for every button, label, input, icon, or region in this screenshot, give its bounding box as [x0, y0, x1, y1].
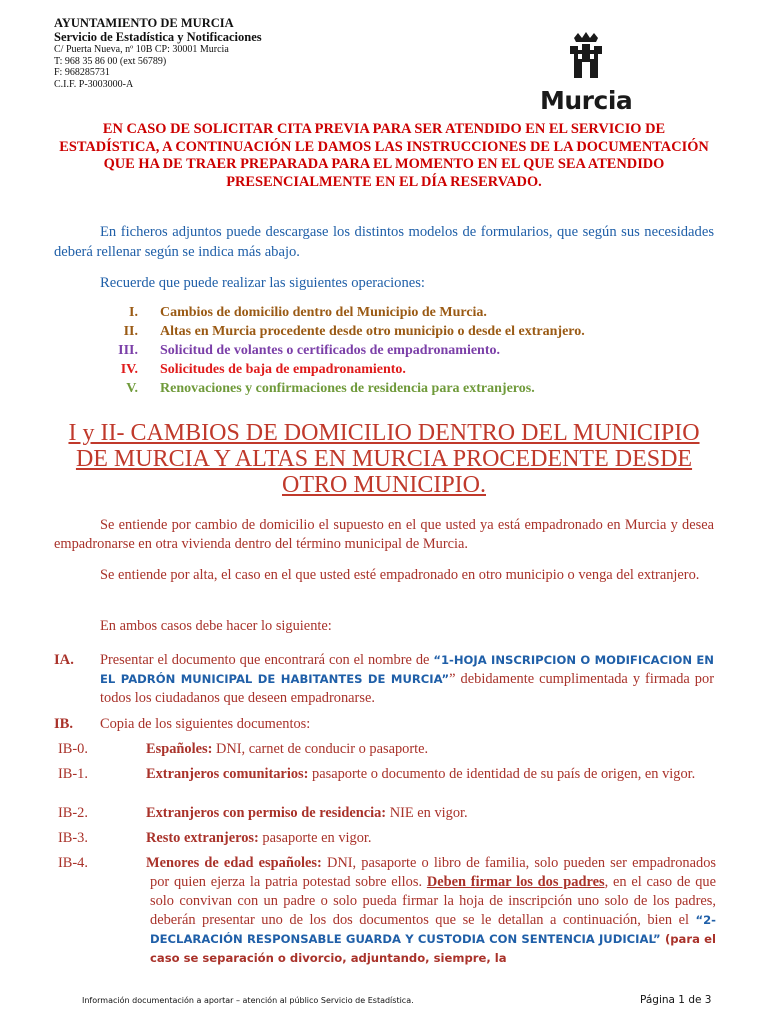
ib-0-item	[58, 740, 716, 759]
ib-text: DNI, pasaporte o libro de familia, solo pueden ser empadronados por quien ejerza la patria potestad sobre ellos.	[150, 855, 716, 890]
paragraph-change-of-address: Se entiende por cambio de domicilio el supuesto en el que usted ya está empadronado en Murcia y desea empadronarse en otra vivienda dentro del término municipal de Murcia.	[54, 517, 714, 552]
operation-text: Renovaciones y confirmaciones de residencia para extranjeros.	[160, 381, 535, 396]
letterhead	[54, 16, 262, 90]
logo-wordmark: Murcia	[540, 86, 633, 115]
ib-bold: Extranjeros comunitarios:	[146, 766, 309, 782]
ib-text: NIE en vigor.	[386, 805, 468, 821]
operation-text: Altas en Murcia procedente desde otro municipio o desde el extranjero.	[160, 324, 585, 339]
item-ia-label: IA.	[54, 652, 74, 668]
operation-number: IV.	[120, 362, 138, 377]
ia-post-text: ” debidamente cumplimentada y firmada por todos los ciudadanos que deseen empadronarse.	[100, 671, 714, 706]
fax: F: 968285731	[54, 67, 110, 79]
operation-number: V.	[126, 381, 138, 396]
paragraph-both-cases: En ambos casos debe hacer lo siguiente:	[100, 618, 332, 634]
page-number: Página 1 de 3	[640, 994, 712, 1006]
both-parents-sign: Deben firmar los dos padres	[426, 874, 605, 890]
form-1-name: 1-HOJA INSCRIPCION O MODIFICACION EN EL PADRÓN MUNICIPAL DE HABITANTES DE MURCIA	[100, 653, 714, 686]
paragraph-registration: Se entiende por alta, el caso en el que usted esté empadronado en otro municipio o venga del extranjero.	[100, 567, 700, 583]
ib-bold: Extranjeros con permiso de residencia:	[146, 805, 387, 821]
ib-code: IB-0.	[58, 741, 88, 757]
org-name: AYUNTAMIENTO DE MURCIA	[54, 16, 234, 30]
notice-heading: EN CASO DE SOLICITAR CITA PREVIA PARA SER ATENDIDO EN EL SERVICIO DE ESTADÍSTICA, A CONTINUACIÓN LE DAMOS LAS INSTRUCCIONES DE LA DOCUMENTACIÓN QUE HA DE TRAER PREPARADA PARA EL MOMENTO EN EL QUE SEA ATENDIDO PRESENCIALMENTE EN EL DÍA RESERVADO.	[59, 121, 709, 190]
operation-number: II.	[123, 324, 138, 339]
ib-text: pasaporte en vigor.	[258, 830, 372, 846]
ib-code: IB-2.	[58, 805, 88, 821]
section-title: I y II- CAMBIOS DE DOMICILIO DENTRO DEL MUNICIPIO DE MURCIA Y ALTAS EN MURCIA PROCEDENTE DESDE OTRO MUNICIPIO.	[68, 420, 700, 498]
operation-text: Solicitud de volantes o certificados de empadronamiento.	[160, 343, 501, 358]
operations-intro: Recuerde que puede realizar las siguientes operaciones:	[100, 275, 425, 291]
operation-item	[100, 360, 720, 379]
operations-list	[100, 303, 720, 398]
phone: T: 968 35 86 00 (ext 56789)	[54, 55, 167, 67]
operation-item	[100, 303, 720, 322]
footer-note: Información documentación a aportar – atención al público Servicio de Estadística.	[82, 996, 414, 1005]
ia-open-quote: “	[433, 653, 441, 667]
ib-bold: Españoles:	[146, 741, 213, 757]
operation-text: Solicitudes de baja de empadronamiento.	[160, 362, 406, 377]
ib-text: pasaporte o documento de identidad de su país de origen, en vigor.	[308, 766, 696, 782]
ia-pre-text: Presentar el documento que encontrará con el nombre de	[100, 652, 434, 668]
intro-paragraph: En ficheros adjuntos puede descargase los distintos modelos de formularios, que según sus necesidades deberá rellenar según se indica más abajo.	[54, 224, 714, 260]
ib-2-item	[58, 804, 716, 823]
ib-1-item	[58, 765, 716, 784]
ib-bold: Resto extranjeros:	[146, 830, 259, 846]
item-ib-label: IB.	[54, 716, 74, 732]
item-ia-text	[100, 651, 714, 708]
address: C/ Puerta Nueva, nº 10B CP: 30001 Murcia	[54, 44, 229, 55]
operation-number: I.	[129, 305, 138, 320]
cif: C.I.F. P-3003000-A	[54, 78, 134, 90]
ib-text-continued: , en el caso de que solo convivan con un padre o solo pueda firmar la hoja de inscripción uno solo de los padres, deberán presentar uno de los dos documentos que se le detallan a continuación, bien el	[150, 874, 716, 928]
ib-3-item	[58, 829, 716, 848]
ib-bold: Menores de edad españoles:	[146, 855, 322, 871]
operation-item	[100, 341, 720, 360]
ia-close-quote: ”	[441, 672, 450, 686]
item-ib-text: Copia de los siguientes documentos:	[100, 716, 311, 732]
ib-text-tail: (para el caso se separación o divorcio, adjuntando, siempre, la	[150, 932, 717, 965]
ib-code: IB-4.	[58, 855, 88, 871]
ib-4-item	[58, 854, 717, 968]
service-name: Servicio de Estadística y Notificaciones	[54, 30, 262, 44]
form-2-name: “2-DECLARACIÓN RESPONSABLE GUARDA Y CUSTODIA CON SENTENCIA JUDICIAL”	[150, 913, 716, 946]
operation-text: Cambios de domicilio dentro del Municipio de Murcia.	[160, 305, 487, 320]
ib-code: IB-3.	[58, 830, 88, 846]
operation-item	[100, 322, 720, 341]
ib-code: IB-1.	[58, 766, 88, 782]
operation-item	[100, 379, 720, 398]
operation-number: III.	[118, 343, 138, 358]
ib-text: DNI, carnet de conducir o pasaporte.	[212, 741, 429, 757]
